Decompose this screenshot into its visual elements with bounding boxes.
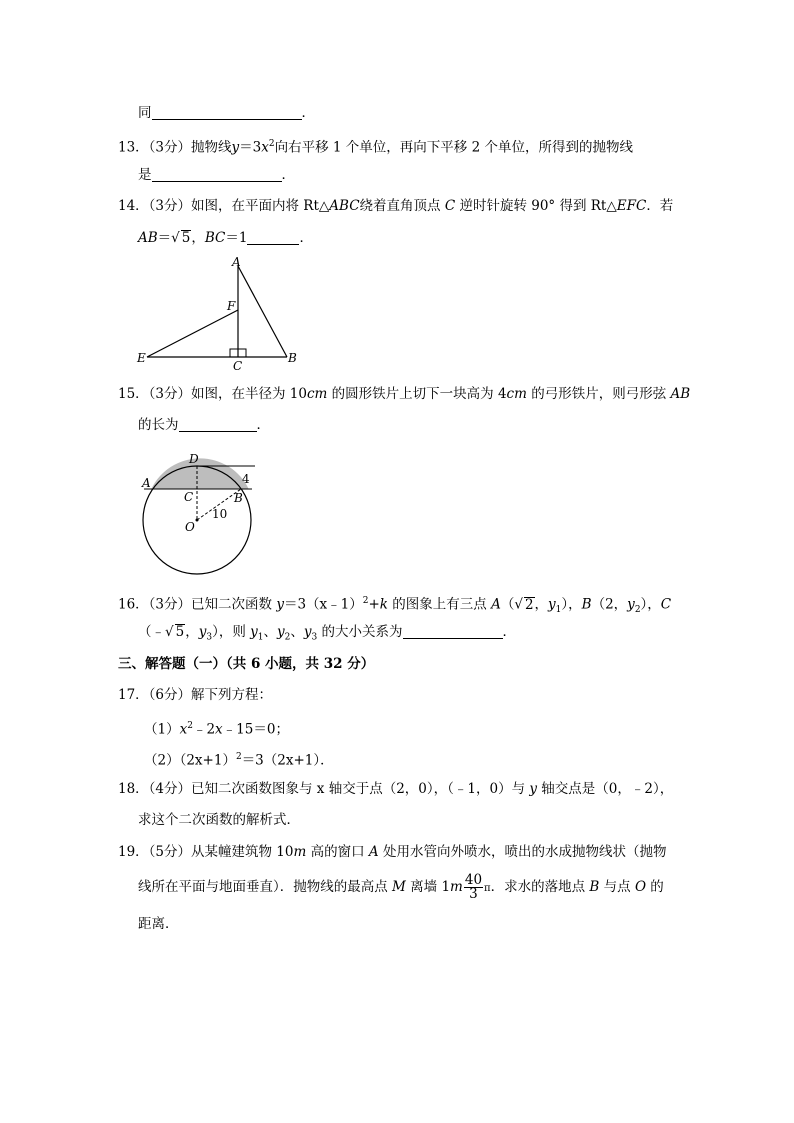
q13-line1: 13．（3分）抛物线$y=3x^2$向右平移 1 个单位，再向下平移 2 个单位，所得到的抛物线: [118, 139, 633, 156]
q13-line2: 是 ．: [138, 167, 295, 183]
answer-blank: [152, 105, 302, 120]
label-a: A: [232, 255, 241, 269]
q18-line2: 求这个二次函数的解析式．: [138, 812, 300, 828]
q16-line1: 16．（3分）已知二次函数 y＝3（x﹣1）$^2$+k 的图象上有三点 A（√ 2，$y_1$），B（2，$y_2$），C: [118, 596, 672, 616]
label-d: D: [189, 452, 199, 466]
center-point: [196, 519, 199, 522]
label-b: B: [288, 351, 297, 365]
q14-line1: 14．（3分）如图，在平面内将 Rt△ABC绕着直角顶点 C 逆时针旋转 90° 得到 Rt△EFC．若: [118, 198, 674, 214]
label-c: C: [233, 359, 243, 373]
q17-title: 17．（6分）解下列方程：: [118, 687, 273, 703]
segment-shaded: [151, 458, 248, 489]
q19-line1: 19．（5分）从某幢建筑物 10m 高的窗口 A 处用水管向外喷水，喷出的水成抛物线状（抛物: [118, 844, 667, 860]
section-heading: 三、解答题（一）（共 6 小题，共 32 分）: [118, 656, 375, 672]
q18-line1: 18．（4分）已知二次函数图象与 x 轴交于点（2，0），（﹣1，0）与 y 轴交点是（0，﹣2），: [118, 781, 674, 797]
segment-ab: [238, 266, 287, 357]
q14-line2: AB＝√ 5，BC＝1 ．: [138, 230, 313, 246]
label-radius-10: 10: [212, 507, 228, 521]
label-a: A: [142, 476, 151, 490]
label-f: F: [227, 299, 236, 313]
answer-blank: [247, 230, 299, 245]
q12-tail: 同 ．: [138, 105, 315, 121]
q19-line2: 线所在平面与地面垂直）．抛物线的最高点 M 离墙 1m $\frac{40}{3}$ π．求水的落地点 B 与点 O 的: [138, 872, 664, 902]
fraction: $\frac{40}{3}$: [464, 872, 483, 902]
q16-line2: （﹣√ 5，$y_3$），则 $y_1$、$y_2$、$y_3$ 的大小关系为 ．: [138, 624, 517, 643]
segment-ef: [147, 310, 238, 357]
q15-line2: 的长为 ．: [138, 417, 270, 433]
q17-part1: $(1)x^2﹣2x﹣15=0$；: [144, 721, 289, 738]
label-height-4: 4: [242, 472, 250, 486]
answer-blank: [152, 167, 282, 182]
q15-line1: 15．（3分）如图，在半径为 10cm 的圆形铁片上切下一块高为 4cm 的弓形铁片，则弓形弦 AB: [118, 386, 691, 402]
label-c: C: [184, 490, 194, 504]
q19-line3: 距离．: [138, 916, 179, 932]
answer-blank: [179, 417, 257, 432]
label-e: E: [137, 351, 146, 365]
answer-blank: [403, 624, 503, 639]
q14-triangle-figure: [130, 252, 310, 377]
label-b: B: [234, 491, 243, 505]
q17-part2: $(2)(2x+1)^2=3(2x+1)$．: [144, 752, 334, 769]
q15-circle-figure: [130, 445, 270, 575]
label-o: O: [185, 520, 195, 534]
